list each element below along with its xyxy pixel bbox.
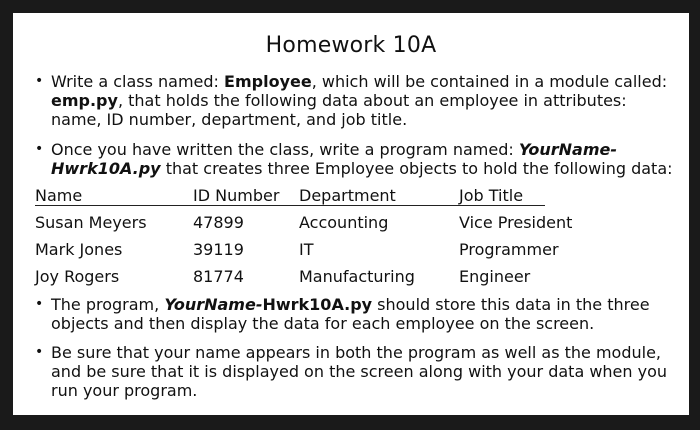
header-id-number: ID Number — [193, 186, 280, 205]
bullet-line: and be sure that it is displayed on the screen along with your data when you — [51, 362, 668, 381]
cell-department: Manufacturing — [299, 267, 415, 286]
class-name: Employee — [224, 72, 312, 91]
bullet-dot: • — [35, 73, 44, 89]
cell-id: 81774 — [193, 267, 244, 286]
bullet-line: emp.py, that holds the following data about an employee in attributes: — [51, 91, 627, 110]
cell-name: Susan Meyers — [35, 213, 147, 232]
header-name: Name — [35, 186, 83, 205]
header-department: Department — [299, 186, 396, 205]
program-name-part2: Hwrk10A.py — [262, 295, 373, 314]
header-underline — [35, 205, 545, 206]
program-name-part1: YourName- — [518, 140, 617, 159]
cell-id: 47899 — [193, 213, 244, 232]
program-name-part2: Hwrk10A.py — [51, 159, 161, 178]
cell-id: 39119 — [193, 240, 244, 259]
bullet-line: objects and then display the data for each employee on the screen. — [51, 314, 595, 333]
bullet-line: name, ID number, department, and job title. — [51, 110, 408, 129]
module-name: emp.py — [51, 91, 118, 110]
bullet-line: Write a class named: Employee, which will be contained in a module called: — [51, 72, 668, 91]
bullet-line: Be sure that your name appears in both the program as well as the module, — [51, 343, 661, 362]
cell-job-title: Engineer — [459, 267, 531, 286]
bullet-line: run your program. — [51, 381, 198, 400]
bullet-line: Once you have written the class, write a program named: YourName- — [51, 140, 617, 159]
header-job-title: Job Title — [459, 186, 524, 205]
cell-department: IT — [299, 240, 314, 259]
bullet-dot: • — [35, 344, 44, 360]
slide — [13, 13, 689, 415]
cell-name: Mark Jones — [35, 240, 123, 259]
cell-name: Joy Rogers — [35, 267, 120, 286]
cell-job-title: Vice President — [459, 213, 573, 232]
bullet-line: The program, YourName-Hwrk10A.py should store this data in the three — [51, 295, 650, 314]
page-title: Homework 10A — [265, 33, 437, 58]
bullet-dot: • — [35, 141, 44, 157]
bullet-line: Hwrk10A.py that creates three Employee objects to hold the following data: — [51, 159, 673, 178]
bullet-dot: • — [35, 296, 44, 312]
cell-job-title: Programmer — [459, 240, 559, 259]
cell-department: Accounting — [299, 213, 389, 232]
program-name-part1: YourName- — [164, 295, 263, 314]
